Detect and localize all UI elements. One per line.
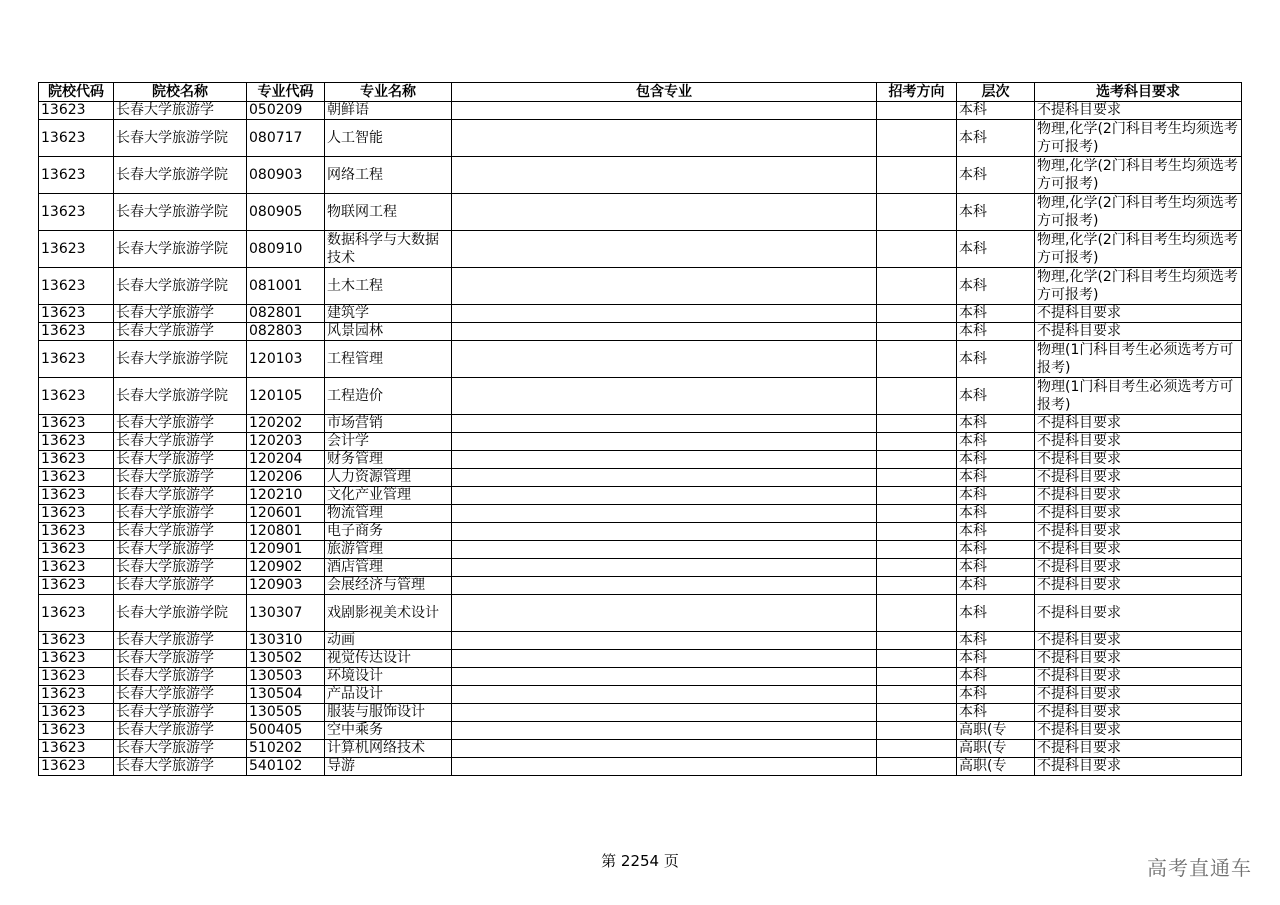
cell-level: 本科 <box>957 378 1035 415</box>
cell-school-name: 长春大学旅游学 <box>114 541 247 559</box>
cell-school-code: 13623 <box>39 268 114 305</box>
cell-subject-requirement: 不提科目要求 <box>1035 595 1242 632</box>
cell-major-name: 物流管理 <box>325 505 452 523</box>
cell-level: 本科 <box>957 577 1035 595</box>
cell-major-name: 物联网工程 <box>325 194 452 231</box>
cell-direction <box>877 451 957 469</box>
cell-subject-requirement: 不提科目要求 <box>1035 632 1242 650</box>
cell-subject-requirement: 不提科目要求 <box>1035 541 1242 559</box>
cell-school-name: 长春大学旅游学 <box>114 523 247 541</box>
cell-school-name: 长春大学旅游学院 <box>114 341 247 378</box>
cell-included-majors <box>452 559 877 577</box>
cell-subject-requirement: 不提科目要求 <box>1035 451 1242 469</box>
table-row <box>39 305 1242 323</box>
cell-major-name: 旅游管理 <box>325 541 452 559</box>
cell-major-code: 130504 <box>247 686 325 704</box>
cell-direction <box>877 487 957 505</box>
cell-major-name: 环境设计 <box>325 668 452 686</box>
cell-school-code: 13623 <box>39 577 114 595</box>
cell-subject-requirement: 不提科目要求 <box>1035 305 1242 323</box>
cell-subject-requirement: 不提科目要求 <box>1035 523 1242 541</box>
cell-major-code: 120203 <box>247 433 325 451</box>
cell-level: 本科 <box>957 505 1035 523</box>
cell-direction <box>877 704 957 722</box>
cell-major-name: 财务管理 <box>325 451 452 469</box>
cell-major-code: 120903 <box>247 577 325 595</box>
cell-level: 本科 <box>957 415 1035 433</box>
table-row <box>39 157 1242 194</box>
header-direction: 招考方向 <box>877 83 957 102</box>
cell-level: 本科 <box>957 469 1035 487</box>
cell-school-name: 长春大学旅游学院 <box>114 268 247 305</box>
cell-major-code: 082801 <box>247 305 325 323</box>
cell-subject-requirement: 不提科目要求 <box>1035 559 1242 577</box>
cell-included-majors <box>452 722 877 740</box>
cell-major-name: 风景园林 <box>325 323 452 341</box>
cell-major-code: 080905 <box>247 194 325 231</box>
cell-included-majors <box>452 323 877 341</box>
cell-school-name: 长春大学旅游学 <box>114 559 247 577</box>
cell-level: 本科 <box>957 650 1035 668</box>
cell-school-name: 长春大学旅游学 <box>114 323 247 341</box>
cell-level: 本科 <box>957 487 1035 505</box>
cell-direction <box>877 305 957 323</box>
cell-school-name: 长春大学旅游学 <box>114 577 247 595</box>
cell-major-name: 电子商务 <box>325 523 452 541</box>
cell-major-name: 工程造价 <box>325 378 452 415</box>
cell-school-code: 13623 <box>39 559 114 577</box>
cell-school-name: 长春大学旅游学 <box>114 305 247 323</box>
table-row <box>39 577 1242 595</box>
cell-subject-requirement: 不提科目要求 <box>1035 433 1242 451</box>
cell-school-code: 13623 <box>39 231 114 268</box>
cell-school-code: 13623 <box>39 323 114 341</box>
cell-major-code: 130502 <box>247 650 325 668</box>
cell-school-name: 长春大学旅游学 <box>114 740 247 758</box>
cell-included-majors <box>452 577 877 595</box>
cell-level: 本科 <box>957 451 1035 469</box>
cell-school-code: 13623 <box>39 740 114 758</box>
cell-subject-requirement: 物理,化学(2门科目考生均须选考方可报考) <box>1035 268 1242 305</box>
admissions-table <box>38 82 1242 776</box>
cell-school-name: 长春大学旅游学院 <box>114 157 247 194</box>
cell-level: 本科 <box>957 559 1035 577</box>
table-row <box>39 194 1242 231</box>
cell-major-code: 120601 <box>247 505 325 523</box>
cell-direction <box>877 157 957 194</box>
cell-major-code: 050209 <box>247 102 325 120</box>
cell-major-name: 会计学 <box>325 433 452 451</box>
table-row <box>39 415 1242 433</box>
cell-included-majors <box>452 433 877 451</box>
cell-direction <box>877 686 957 704</box>
cell-included-majors <box>452 595 877 632</box>
table-row <box>39 632 1242 650</box>
cell-school-code: 13623 <box>39 758 114 776</box>
cell-school-code: 13623 <box>39 541 114 559</box>
table-row <box>39 668 1242 686</box>
cell-included-majors <box>452 704 877 722</box>
cell-major-code: 120902 <box>247 559 325 577</box>
cell-direction <box>877 341 957 378</box>
cell-school-name: 长春大学旅游学 <box>114 686 247 704</box>
cell-level: 高职(专 <box>957 740 1035 758</box>
table-row <box>39 704 1242 722</box>
cell-direction <box>877 120 957 157</box>
header-included-majors: 包含专业 <box>452 83 877 102</box>
cell-included-majors <box>452 341 877 378</box>
table-row <box>39 341 1242 378</box>
cell-major-code: 120204 <box>247 451 325 469</box>
cell-school-code: 13623 <box>39 451 114 469</box>
table-row <box>39 686 1242 704</box>
cell-level: 高职(专 <box>957 758 1035 776</box>
cell-included-majors <box>452 102 877 120</box>
cell-subject-requirement: 不提科目要求 <box>1035 505 1242 523</box>
table-row <box>39 650 1242 668</box>
cell-subject-requirement: 不提科目要求 <box>1035 415 1242 433</box>
cell-major-code: 120105 <box>247 378 325 415</box>
cell-major-code: 120202 <box>247 415 325 433</box>
watermark-logo: 高考直通车 <box>1147 856 1252 880</box>
cell-school-name: 长春大学旅游学 <box>114 433 247 451</box>
cell-school-code: 13623 <box>39 469 114 487</box>
cell-subject-requirement: 物理(1门科目考生必须选考方可报考) <box>1035 341 1242 378</box>
cell-direction <box>877 323 957 341</box>
cell-major-name: 戏剧影视美术设计 <box>325 595 452 632</box>
table-row <box>39 231 1242 268</box>
header-subject-requirement: 选考科目要求 <box>1035 83 1242 102</box>
cell-level: 本科 <box>957 668 1035 686</box>
cell-subject-requirement: 物理(1门科目考生必须选考方可报考) <box>1035 378 1242 415</box>
cell-direction <box>877 595 957 632</box>
cell-school-code: 13623 <box>39 194 114 231</box>
cell-school-name: 长春大学旅游学 <box>114 632 247 650</box>
table-body <box>39 102 1242 776</box>
cell-included-majors <box>452 469 877 487</box>
cell-included-majors <box>452 157 877 194</box>
cell-major-name: 服装与服饰设计 <box>325 704 452 722</box>
cell-included-majors <box>452 487 877 505</box>
cell-direction <box>877 668 957 686</box>
header-level: 层次 <box>957 83 1035 102</box>
cell-school-name: 长春大学旅游学 <box>114 758 247 776</box>
cell-direction <box>877 469 957 487</box>
cell-major-code: 500405 <box>247 722 325 740</box>
table-row <box>39 120 1242 157</box>
cell-school-name: 长春大学旅游学 <box>114 668 247 686</box>
cell-direction <box>877 722 957 740</box>
cell-included-majors <box>452 451 877 469</box>
cell-included-majors <box>452 120 877 157</box>
cell-school-name: 长春大学旅游学院 <box>114 120 247 157</box>
cell-level: 本科 <box>957 305 1035 323</box>
cell-subject-requirement: 不提科目要求 <box>1035 668 1242 686</box>
cell-major-name: 朝鲜语 <box>325 102 452 120</box>
cell-included-majors <box>452 505 877 523</box>
cell-major-name: 视觉传达设计 <box>325 650 452 668</box>
cell-direction <box>877 194 957 231</box>
cell-included-majors <box>452 231 877 268</box>
cell-major-name: 文化产业管理 <box>325 487 452 505</box>
cell-major-code: 130505 <box>247 704 325 722</box>
cell-included-majors <box>452 268 877 305</box>
cell-major-name: 动画 <box>325 632 452 650</box>
cell-major-code: 120801 <box>247 523 325 541</box>
cell-included-majors <box>452 686 877 704</box>
cell-included-majors <box>452 668 877 686</box>
cell-major-code: 120103 <box>247 341 325 378</box>
cell-included-majors <box>452 632 877 650</box>
cell-school-name: 长春大学旅游学 <box>114 487 247 505</box>
cell-school-name: 长春大学旅游学 <box>114 469 247 487</box>
cell-major-name: 计算机网络技术 <box>325 740 452 758</box>
cell-major-code: 510202 <box>247 740 325 758</box>
cell-direction <box>877 758 957 776</box>
cell-level: 本科 <box>957 704 1035 722</box>
cell-level: 高职(专 <box>957 722 1035 740</box>
cell-direction <box>877 577 957 595</box>
cell-level: 本科 <box>957 686 1035 704</box>
cell-major-name: 导游 <box>325 758 452 776</box>
cell-included-majors <box>452 523 877 541</box>
table-row <box>39 595 1242 632</box>
header-school-name: 院校名称 <box>114 83 247 102</box>
cell-major-name: 市场营销 <box>325 415 452 433</box>
cell-school-code: 13623 <box>39 686 114 704</box>
cell-major-code: 081001 <box>247 268 325 305</box>
cell-school-name: 长春大学旅游学院 <box>114 378 247 415</box>
cell-included-majors <box>452 415 877 433</box>
cell-school-name: 长春大学旅游学 <box>114 704 247 722</box>
cell-subject-requirement: 物理,化学(2门科目考生均须选考方可报考) <box>1035 120 1242 157</box>
cell-level: 本科 <box>957 523 1035 541</box>
cell-included-majors <box>452 194 877 231</box>
header-major-code: 专业代码 <box>247 83 325 102</box>
cell-major-code: 120901 <box>247 541 325 559</box>
cell-school-code: 13623 <box>39 433 114 451</box>
cell-subject-requirement: 不提科目要求 <box>1035 469 1242 487</box>
cell-direction <box>877 433 957 451</box>
cell-level: 本科 <box>957 157 1035 194</box>
cell-subject-requirement: 物理,化学(2门科目考生均须选考方可报考) <box>1035 157 1242 194</box>
cell-direction <box>877 378 957 415</box>
cell-school-name: 长春大学旅游学 <box>114 451 247 469</box>
cell-subject-requirement: 物理,化学(2门科目考生均须选考方可报考) <box>1035 194 1242 231</box>
cell-subject-requirement: 物理,化学(2门科目考生均须选考方可报考) <box>1035 231 1242 268</box>
cell-school-name: 长春大学旅游学 <box>114 722 247 740</box>
cell-school-code: 13623 <box>39 102 114 120</box>
cell-major-name: 土木工程 <box>325 268 452 305</box>
table-row <box>39 758 1242 776</box>
cell-school-name: 长春大学旅游学 <box>114 650 247 668</box>
cell-subject-requirement: 不提科目要求 <box>1035 704 1242 722</box>
cell-school-code: 13623 <box>39 650 114 668</box>
cell-school-code: 13623 <box>39 120 114 157</box>
cell-level: 本科 <box>957 632 1035 650</box>
table-row <box>39 268 1242 305</box>
cell-major-name: 工程管理 <box>325 341 452 378</box>
table-header-row <box>39 83 1242 102</box>
cell-school-code: 13623 <box>39 523 114 541</box>
cell-school-name: 长春大学旅游学院 <box>114 231 247 268</box>
table-row <box>39 102 1242 120</box>
cell-school-code: 13623 <box>39 487 114 505</box>
cell-school-name: 长春大学旅游学 <box>114 505 247 523</box>
cell-direction <box>877 650 957 668</box>
cell-level: 本科 <box>957 341 1035 378</box>
table-row <box>39 559 1242 577</box>
cell-major-code: 130307 <box>247 595 325 632</box>
cell-major-name: 人工智能 <box>325 120 452 157</box>
cell-major-name: 人力资源管理 <box>325 469 452 487</box>
cell-included-majors <box>452 650 877 668</box>
cell-school-code: 13623 <box>39 632 114 650</box>
cell-major-name: 建筑学 <box>325 305 452 323</box>
cell-school-code: 13623 <box>39 595 114 632</box>
cell-level: 本科 <box>957 323 1035 341</box>
table-row <box>39 378 1242 415</box>
cell-included-majors <box>452 541 877 559</box>
cell-major-code: 130310 <box>247 632 325 650</box>
cell-school-code: 13623 <box>39 722 114 740</box>
header-school-code: 院校代码 <box>39 83 114 102</box>
table-row <box>39 740 1242 758</box>
cell-major-code: 540102 <box>247 758 325 776</box>
cell-major-code: 080903 <box>247 157 325 194</box>
table-row <box>39 451 1242 469</box>
cell-direction <box>877 632 957 650</box>
cell-major-name: 产品设计 <box>325 686 452 704</box>
cell-included-majors <box>452 305 877 323</box>
cell-major-code: 080717 <box>247 120 325 157</box>
table-row <box>39 523 1242 541</box>
page-number: 第 2254 页 <box>601 852 679 870</box>
cell-school-code: 13623 <box>39 668 114 686</box>
cell-school-name: 长春大学旅游学 <box>114 102 247 120</box>
cell-major-code: 130503 <box>247 668 325 686</box>
cell-school-code: 13623 <box>39 305 114 323</box>
cell-level: 本科 <box>957 268 1035 305</box>
table-row <box>39 541 1242 559</box>
cell-subject-requirement: 不提科目要求 <box>1035 102 1242 120</box>
cell-direction <box>877 505 957 523</box>
cell-included-majors <box>452 378 877 415</box>
cell-school-name: 长春大学旅游学院 <box>114 595 247 632</box>
cell-direction <box>877 415 957 433</box>
cell-major-code: 082803 <box>247 323 325 341</box>
cell-major-name: 会展经济与管理 <box>325 577 452 595</box>
cell-school-code: 13623 <box>39 415 114 433</box>
cell-direction <box>877 102 957 120</box>
cell-school-code: 13623 <box>39 341 114 378</box>
cell-level: 本科 <box>957 595 1035 632</box>
cell-school-name: 长春大学旅游学院 <box>114 194 247 231</box>
table-row <box>39 505 1242 523</box>
cell-level: 本科 <box>957 541 1035 559</box>
cell-level: 本科 <box>957 102 1035 120</box>
cell-level: 本科 <box>957 194 1035 231</box>
cell-included-majors <box>452 758 877 776</box>
cell-school-code: 13623 <box>39 704 114 722</box>
table-row <box>39 323 1242 341</box>
cell-direction <box>877 523 957 541</box>
table-row <box>39 433 1242 451</box>
cell-subject-requirement: 不提科目要求 <box>1035 577 1242 595</box>
cell-direction <box>877 541 957 559</box>
cell-major-name: 网络工程 <box>325 157 452 194</box>
cell-major-name: 数据科学与大数据技术 <box>325 231 452 268</box>
cell-major-code: 120206 <box>247 469 325 487</box>
cell-direction <box>877 268 957 305</box>
cell-school-code: 13623 <box>39 505 114 523</box>
cell-subject-requirement: 不提科目要求 <box>1035 323 1242 341</box>
cell-subject-requirement: 不提科目要求 <box>1035 650 1242 668</box>
cell-subject-requirement: 不提科目要求 <box>1035 686 1242 704</box>
cell-level: 本科 <box>957 433 1035 451</box>
cell-major-name: 空中乘务 <box>325 722 452 740</box>
cell-subject-requirement: 不提科目要求 <box>1035 758 1242 776</box>
cell-subject-requirement: 不提科目要求 <box>1035 740 1242 758</box>
table-row <box>39 469 1242 487</box>
cell-level: 本科 <box>957 120 1035 157</box>
cell-level: 本科 <box>957 231 1035 268</box>
cell-major-code: 120210 <box>247 487 325 505</box>
table-row <box>39 487 1242 505</box>
header-major-name: 专业名称 <box>325 83 452 102</box>
cell-direction <box>877 559 957 577</box>
cell-direction <box>877 231 957 268</box>
cell-direction <box>877 740 957 758</box>
cell-major-name: 酒店管理 <box>325 559 452 577</box>
cell-included-majors <box>452 740 877 758</box>
cell-subject-requirement: 不提科目要求 <box>1035 722 1242 740</box>
cell-school-code: 13623 <box>39 157 114 194</box>
table-row <box>39 722 1242 740</box>
cell-major-code: 080910 <box>247 231 325 268</box>
cell-subject-requirement: 不提科目要求 <box>1035 487 1242 505</box>
cell-school-code: 13623 <box>39 378 114 415</box>
cell-school-name: 长春大学旅游学 <box>114 415 247 433</box>
